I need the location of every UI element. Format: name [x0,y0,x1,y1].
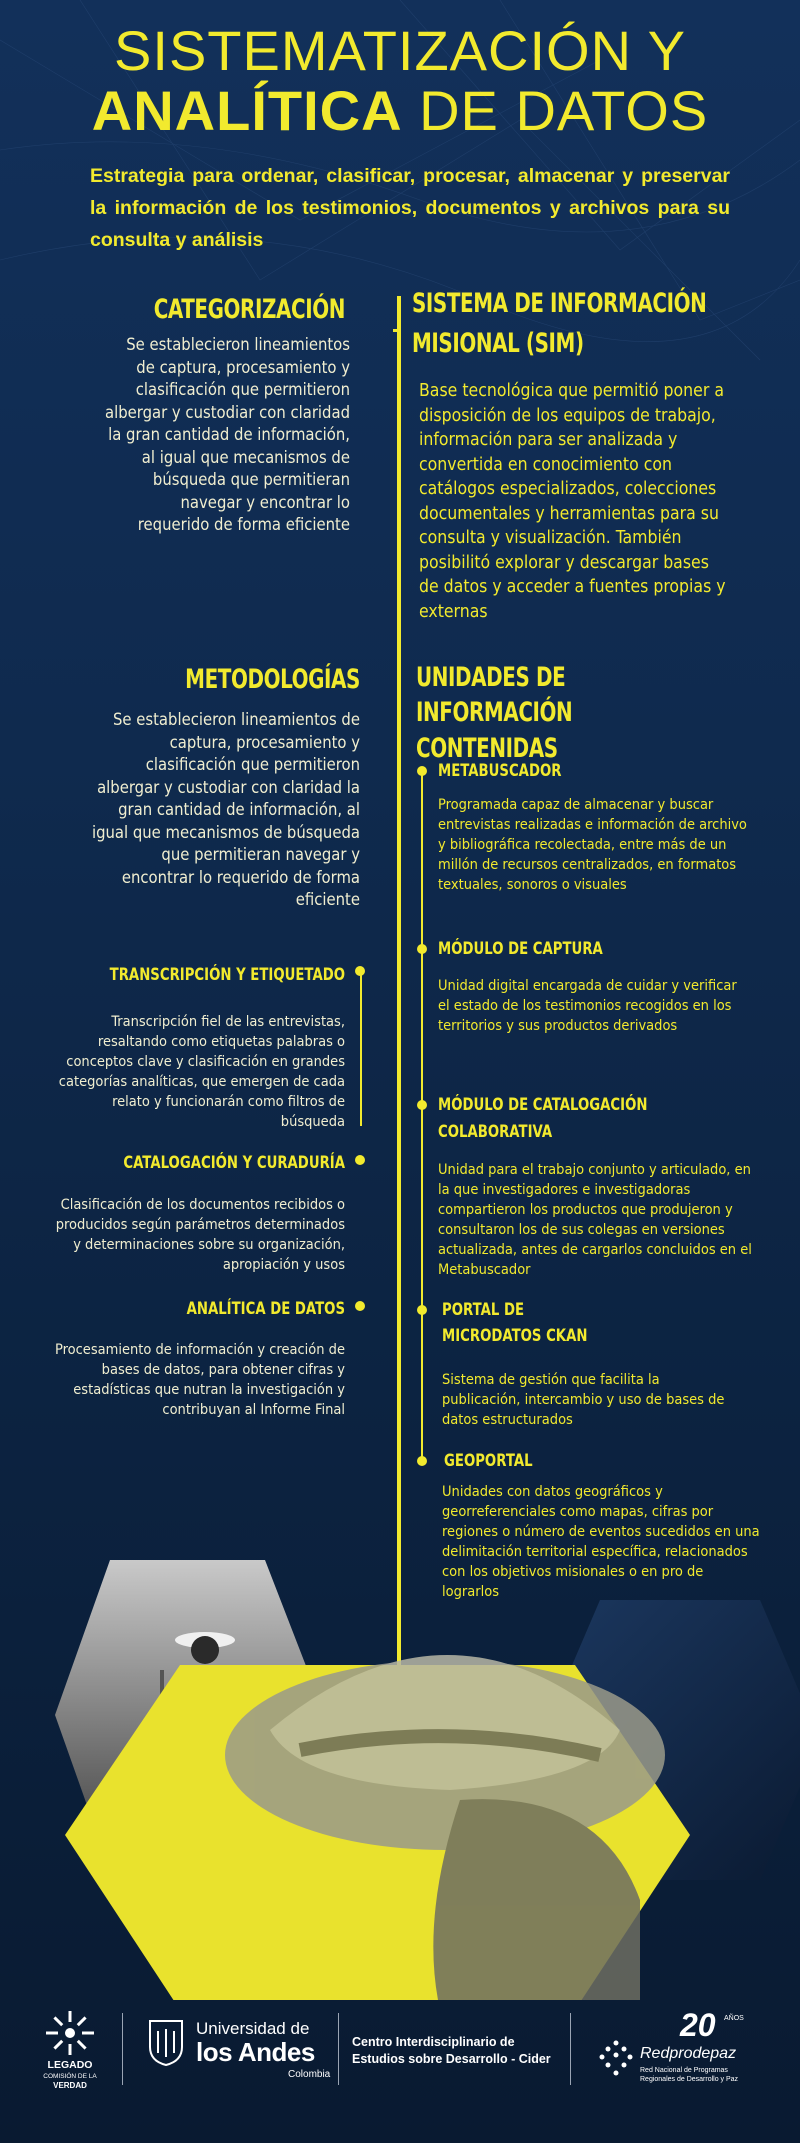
left-item-dot [355,1301,365,1311]
legado-sun-icon [46,2011,94,2055]
categorizacion-title: CATEGORIZACIÓN [153,294,345,325]
redprodepaz-dots-icon [598,2039,634,2079]
categorizacion-text: Se establecieron lineamientos de captura, procesamiento y clasificación que permitieron albergar y custodiar con claridad la gran cantidad de información, al igual que mecanismos de búsqueda que permitieran navegar y encontrar lo requerido de forma eficiente [105,335,351,534]
right-item-dot [417,1305,427,1315]
metodologias-text: Se establecieron lineamientos de captura, procesamiento y clasificación que permitieron albergar y custodiar con claridad la gran cantidad de información, al igual que mecanismos de búsqueda que permitieran navegar y encontrar lo requerido de forma eficiente [91,710,360,909]
footer-divider [122,2013,123,2085]
right-item-title-geoportal: GEOPORTAL [444,1451,533,1471]
footer-divider [338,2013,339,2085]
unidades-title-line1: UNIDADES DE [416,662,566,693]
cider-line2: Estudios sobre Desarrollo - Cider [352,2052,551,2066]
page-title-line1: SISTEMATIZACIÓN Y [114,19,686,82]
left-item-title-transcripcion: TRANSCRIPCIÓN Y ETIQUETADO [109,965,345,985]
sim-text: Base tecnológica que permitió poner a disposición de los equipos de trabajo, información para ser analizada y convertida en conocimiento con catálogos especializados, colecciones documentales y herramientas para su consulta y visualización. También posibilitó explorar y descargar bases de datos y acceder a fuentes propias y externas [419,381,726,622]
right-item-dot [417,1100,427,1110]
right-item-text-catalogacion: Unidad para el trabajo conjunto y articulado, en la que investigadores e investigadoras compartieron los productos que produjeron y consultaron los de sus colegas en versiones actualizada, antes de cargarlos concluidos en el Metabuscador [438,1162,752,1278]
unidades-title-line2: INFORMACIÓN CONTENIDAS [416,697,573,764]
redprodepaz-name: Redprodepaz [640,2045,737,2062]
intro-text: Estrategia para ordenar, clasificar, procesar, almacenar y preservar la información de los testimonios, documentos y archivos para su consulta y análisis [90,165,730,251]
footer-divider [570,2013,571,2085]
right-item-title-catalogacion-l1: MÓDULO DE CATALOGACIÓN [438,1095,648,1115]
left-item-dot [355,1155,365,1165]
redprodepaz-line2: Regionales de Desarrollo y Paz [640,2076,739,2083]
right-item-text-geoportal: Unidades con datos geográficos y georreferenciales como mapas, cifras por regiones o número de eventos sucedidos en una delimitación territorial específica, relacionados con los objetivos misionales o en pro de lograrlos [442,1484,760,1600]
photo-collage [0,1540,800,2000]
right-item-connector [421,771,423,1461]
footer [0,2005,800,2143]
right-item-title-captura: MÓDULO DE CAPTURA [438,939,603,959]
uniandes-line3: Colombia [288,2069,331,2080]
page-title-bold: ANALÍTICA [91,79,403,142]
comision-label-l1: COMISIÓN DE LA [43,2073,97,2080]
redprodepaz-number: 20 [680,2007,716,2043]
redprodepaz-anos: AÑOS [724,2015,744,2022]
sim-tick [393,329,401,332]
left-item-title-analitica: ANALÍTICA DE DATOS [186,1299,345,1319]
metodologias-title: METODOLOGÍAS [185,664,360,695]
redprodepaz-line1: Red Nacional de Programas [640,2067,728,2074]
right-item-title-ckan-l2: MICRODATOS CKAN [442,1326,588,1346]
right-item-title-ckan-l1: PORTAL DE [442,1300,525,1320]
left-item-text-analitica: Procesamiento de información y creación de bases de datos, para obtener cifras y estadísticas que nutran la investigación y contribuyan al Informe Final [55,1342,345,1418]
right-item-title-catalogacion-l2: COLABORATIVA [438,1122,553,1142]
sim-title-line1: SISTEMA DE INFORMACIÓN [412,288,707,319]
timeline-line [397,296,401,1726]
left-item-text-catalogacion: Clasificación de los documentos recibidos o producidos según parámetros determinados y determinaciones sobre su organización, apropiación y usos [55,1197,345,1273]
uniandes-line1: Universidad de [196,2019,310,2038]
sim-title-line2: MISIONAL (SIM) [412,328,584,359]
right-item-text-captura: Unidad digital encargada de cuidar y verificar el estado de los testimonios recogidos en los territorios y sus productos derivados [438,978,737,1034]
left-item-title-catalogacion: CATALOGACIÓN Y CURADURÍA [123,1153,345,1173]
page-title-line2 [0,79,800,142]
right-item-title-metabuscador: METABUSCADOR [438,761,562,781]
page-title-rest: DE DATOS [419,79,709,142]
right-item-dot [417,1456,427,1466]
right-item-dot [417,944,427,954]
comision-label-l2: VERDAD [53,2081,87,2090]
uniandes-shield-icon [146,2019,186,2067]
uniandes-line2: los Andes [196,2037,315,2067]
right-item-text-metabuscador: Programada capaz de almacenar y buscar entrevistas realizadas e información de archivo y bibliográfica recolectada, entre más de un millón de recursos centralizados, en formatos textuales, sonoros o visuales [438,797,747,893]
left-item-connector [360,971,362,1126]
right-item-text-ckan: Sistema de gestión que facilita la publicación, intercambio y uso de bases de datos estructurados [442,1372,725,1428]
cider-line1: Centro Interdisciplinario de [352,2035,515,2049]
legado-label: LEGADO [47,2059,93,2071]
left-item-text-transcripcion: Transcripción fiel de las entrevistas, resaltando como etiquetas palabras o conceptos clave y clasificación en grandes categorías analíticas, que emergen de cada relato y funcionarán como filtros de búsqueda [58,1014,345,1130]
